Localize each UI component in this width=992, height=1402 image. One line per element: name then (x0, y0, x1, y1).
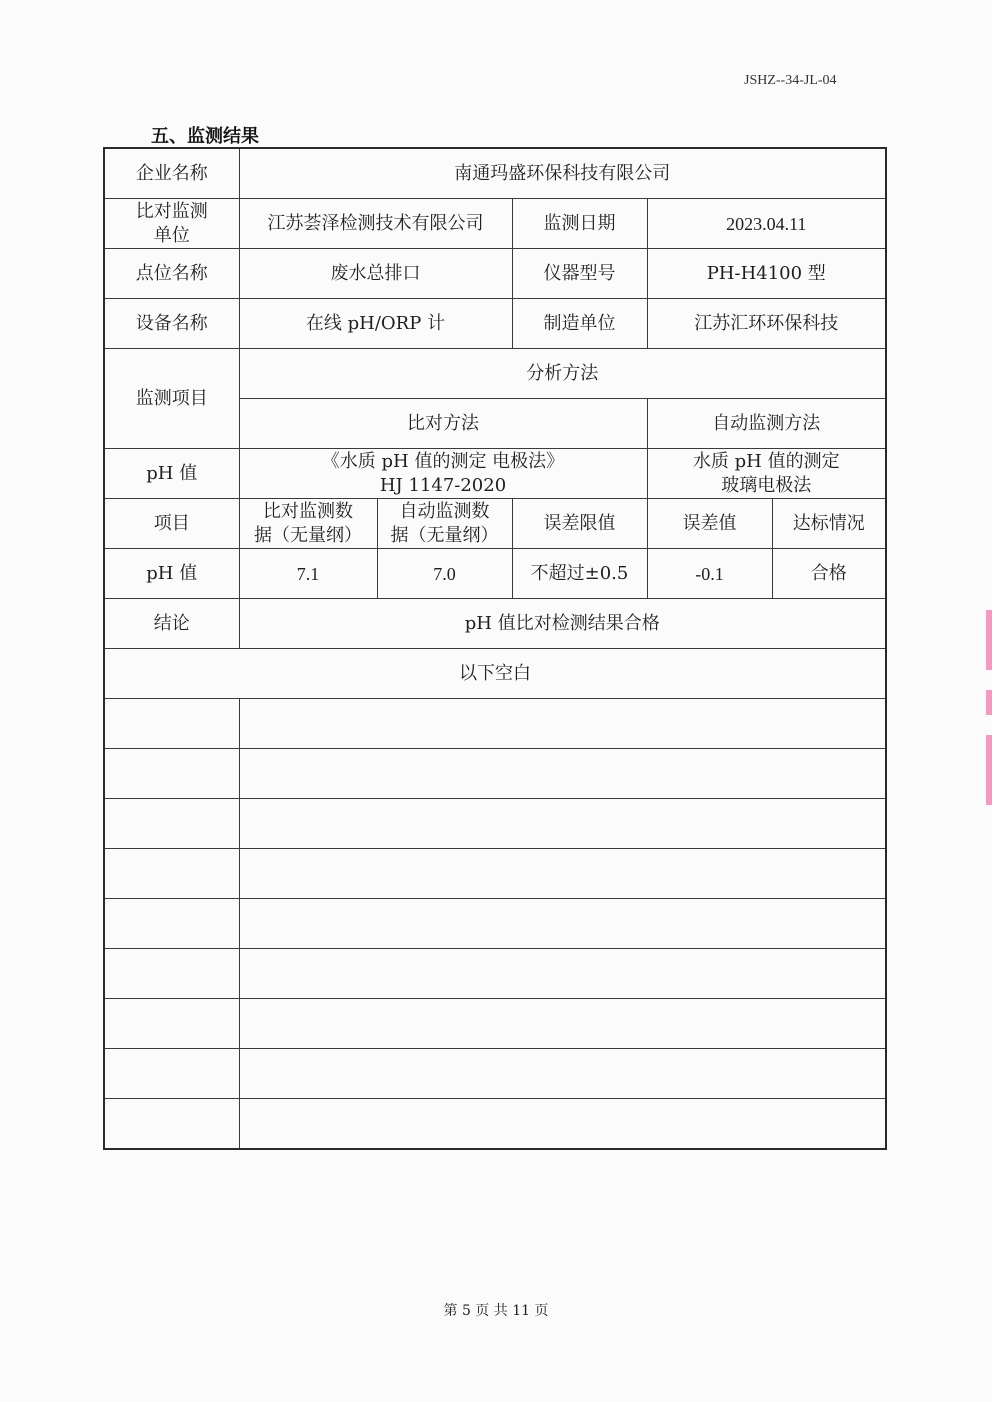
auto-method-name: 水质 pH 值的测定 (692, 450, 840, 472)
monitor-date-label: 监测日期 (512, 199, 647, 249)
auto-method-cell (647, 449, 886, 499)
analysis-method-header: 分析方法 (239, 349, 886, 399)
empty-cell (239, 899, 886, 949)
empty-cell (104, 949, 239, 999)
auto-value: 7.0 (377, 549, 512, 599)
compare-data-header-line2: 据（无量纲） (254, 524, 362, 546)
empty-cell (104, 999, 239, 1049)
empty-row (104, 749, 886, 799)
monitor-date-value: 2023.04.11 (647, 199, 886, 249)
seal-edge-mark (986, 735, 992, 805)
auto-data-header (377, 499, 512, 549)
error-value-header: 误差值 (647, 499, 772, 549)
compare-unit-label: 比对监测单位 (104, 199, 239, 249)
compliance-header: 达标情况 (772, 499, 886, 549)
empty-row (104, 1099, 886, 1150)
table-row (104, 599, 886, 649)
data-item: pH 值 (104, 549, 239, 599)
empty-cell (239, 949, 886, 999)
compare-data-header-line1: 比对监测数 (263, 500, 353, 522)
table-row (104, 499, 886, 549)
empty-cell (104, 699, 239, 749)
empty-row (104, 849, 886, 899)
empty-cell (239, 849, 886, 899)
item-header: 项目 (104, 499, 239, 549)
document-code: JSHZ--34-JL-04 (744, 73, 837, 88)
error-limit-value: 不超过±0.5 (512, 549, 647, 599)
empty-cell (239, 799, 886, 849)
empty-cell (104, 899, 239, 949)
conclusion-value: pH 值比对检测结果合格 (239, 599, 886, 649)
conclusion-label: 结论 (104, 599, 239, 649)
empty-cell (239, 999, 886, 1049)
empty-cell (239, 699, 886, 749)
compare-method-header: 比对方法 (239, 399, 647, 449)
table-row (104, 299, 886, 349)
error-limit-header: 误差限值 (512, 499, 647, 549)
auto-method-header: 自动监测方法 (647, 399, 886, 449)
table-row (104, 199, 886, 249)
empty-cell (104, 1099, 239, 1150)
empty-cell (104, 1049, 239, 1099)
ph-method-label: pH 值 (104, 449, 239, 499)
empty-cell (104, 749, 239, 799)
point-value: 废水总排口 (239, 249, 512, 299)
empty-cell (104, 799, 239, 849)
page-footer: 第 5 页 共 11 页 (443, 1303, 549, 1319)
auto-method-electrode: 玻璃电极法 (721, 474, 812, 496)
table-row (104, 449, 886, 499)
compare-value: 7.1 (239, 549, 377, 599)
empty-cell (239, 1099, 886, 1150)
table-row (104, 549, 886, 599)
compare-method-name: 《水质 pH 值的测定 电极法》 (321, 450, 565, 472)
empty-row (104, 899, 886, 949)
company-value: 南通玛盛环保科技有限公司 (239, 148, 886, 199)
empty-row (104, 949, 886, 999)
table-row (104, 349, 886, 399)
table-row (104, 649, 886, 699)
compare-method-cell (239, 449, 647, 499)
seal-edge-mark (986, 690, 992, 715)
auto-data-header-line1: 自动监测数 (399, 500, 490, 522)
error-value: -0.1 (647, 549, 772, 599)
empty-row (104, 999, 886, 1049)
empty-row (104, 699, 886, 749)
maker-value: 江苏汇环环保科技 (647, 299, 886, 349)
table-row (104, 249, 886, 299)
maker-label: 制造单位 (512, 299, 647, 349)
compare-data-header (239, 499, 377, 549)
monitoring-result-table (103, 147, 887, 1150)
equipment-value: 在线 pH/ORP 计 (239, 299, 512, 349)
instrument-label: 仪器型号 (512, 249, 647, 299)
empty-cell (239, 1049, 886, 1099)
compare-unit-value: 江苏荟泽检测技术有限公司 (239, 199, 512, 249)
equipment-label: 设备名称 (104, 299, 239, 349)
instrument-value: PH-H4100 型 (647, 249, 886, 299)
blank-note: 以下空白 (104, 649, 886, 699)
section-title: 五、监测结果 (151, 126, 259, 147)
compliance-value: 合格 (772, 549, 886, 599)
auto-data-header-line2: 据（无量纲） (390, 524, 499, 546)
table-row (104, 148, 886, 199)
compare-method-standard: HJ 1147-2020 (379, 474, 507, 496)
empty-cell (239, 749, 886, 799)
company-label: 企业名称 (104, 148, 239, 199)
empty-cell (104, 849, 239, 899)
seal-edge-mark (986, 610, 992, 670)
empty-row (104, 1049, 886, 1099)
empty-row (104, 799, 886, 849)
monitor-item-label: 监测项目 (104, 349, 239, 449)
point-label: 点位名称 (104, 249, 239, 299)
